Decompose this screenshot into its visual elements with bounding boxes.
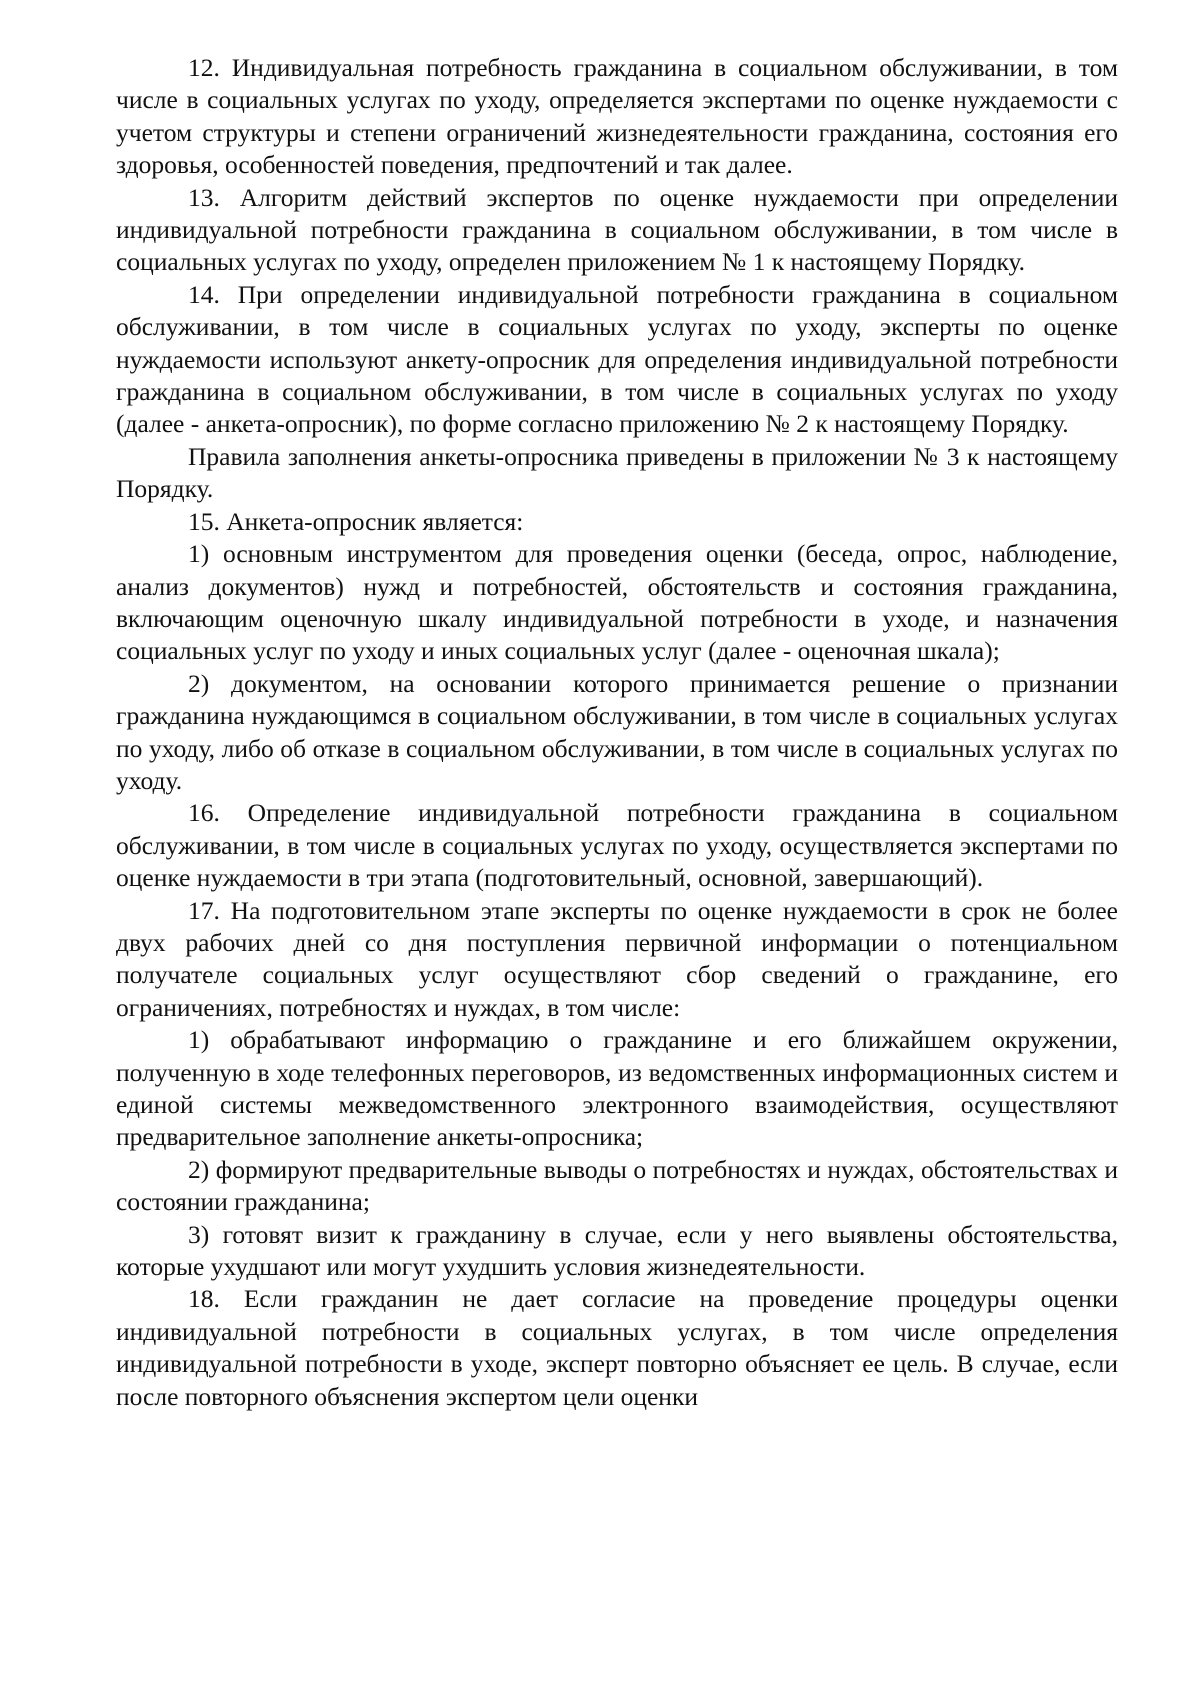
paragraph-17-item-2: 2) формируют предварительные выводы о потребностях и нуждах, обстоятельствах и состоянии гражданина; <box>116 1154 1118 1217</box>
paragraph-17-item-1: 1) обрабатывают информацию о гражданине и его ближайшем окружении, полученную в ходе телефонных переговоров, из ведомственных информационных систем и единой системы межведомственного электронного взаимодействия, осуществляют предварительное заполнение анкеты-опросника; <box>116 1025 1118 1152</box>
paragraph-13: 13. Алгоритм действий экспертов по оценке нуждаемости при определении индивидуальной потребности гражданина в социальном обслуживании, в том числе в социальных услугах по уходу, определен приложением № 1 к настоящему Порядку. <box>116 182 1118 277</box>
paragraph-16: 16. Определение индивидуальной потребности гражданина в социальном обслуживании, в том числе в социальных услугах по уходу, осуществляется экспертами по оценке нуждаемости в три этапа (подготовительный, основной, завершающий). <box>116 798 1118 893</box>
document-page <box>116 52 1118 1413</box>
paragraph-15: 15. Анкета-опросник является: <box>188 506 524 536</box>
paragraph-17: 17. На подготовительном этапе эксперты по оценке нуждаемости в срок не более двух рабочих дней со дня поступления первичной информации о потенциальном получателе социальных услуг осуществляют сбор сведений о гражданине, его ограничениях, потребностях и нуждах, в том числе: <box>116 895 1118 1022</box>
paragraph-18: 18. Если гражданин не дает согласие на проведение процедуры оценки индивидуальной потребности в социальных услугах, в том числе определения индивидуальной потребности в уходе, эксперт повторно объясняет ее цель. В случае, если после повторного объяснения экспертом цели оценки <box>116 1284 1118 1411</box>
paragraph-14-rules: Правила заполнения анкеты-опросника приведены в приложении № 3 к настоящему Порядку. <box>116 441 1118 504</box>
paragraph-12: 12. Индивидуальная потребность гражданина в социальном обслуживании, в том числе в социальных услугах по уходу, определяется экспертами по оценке нуждаемости с учетом структуры и степени ограничений жизнедеятельности гражданина, состояния его здоровья, особенностей поведения, предпочтений и так далее. <box>116 53 1118 180</box>
paragraph-17-item-3: 3) готовят визит к гражданину в случае, если у него выявлены обстоятельства, которые ухудшают или могут ухудшить условия жизнедеятельности. <box>116 1219 1118 1282</box>
paragraph-15-item-2: 2) документом, на основании которого принимается решение о признании гражданина нуждающимся в социальном обслуживании, в том числе в социальных услугах по уходу, либо об отказе в социальном обслуживании, в том числе в социальных услугах по уходу. <box>116 668 1118 795</box>
paragraph-14: 14. При определении индивидуальной потребности гражданина в социальном обслуживании, в том числе в социальных услугах по уходу, эксперты по оценке нуждаемости используют анкету-опросник для определения индивидуальной потребности гражданина в социальном обслуживании, в том числе в социальных услугах по уходу (далее - анкета-опросник), по форме согласно приложению № 2 к настоящему Порядку. <box>116 279 1118 439</box>
paragraph-15-item-1: 1) основным инструментом для проведения оценки (беседа, опрос, наблюдение, анализ документов) нужд и потребностей, обстоятельств и состояния гражданина, включающим оценочную шкалу индивидуальной потребности в уходе, и назначения социальных услуг по уходу и иных социальных услуг (далее - оценочная шкала); <box>116 539 1118 666</box>
